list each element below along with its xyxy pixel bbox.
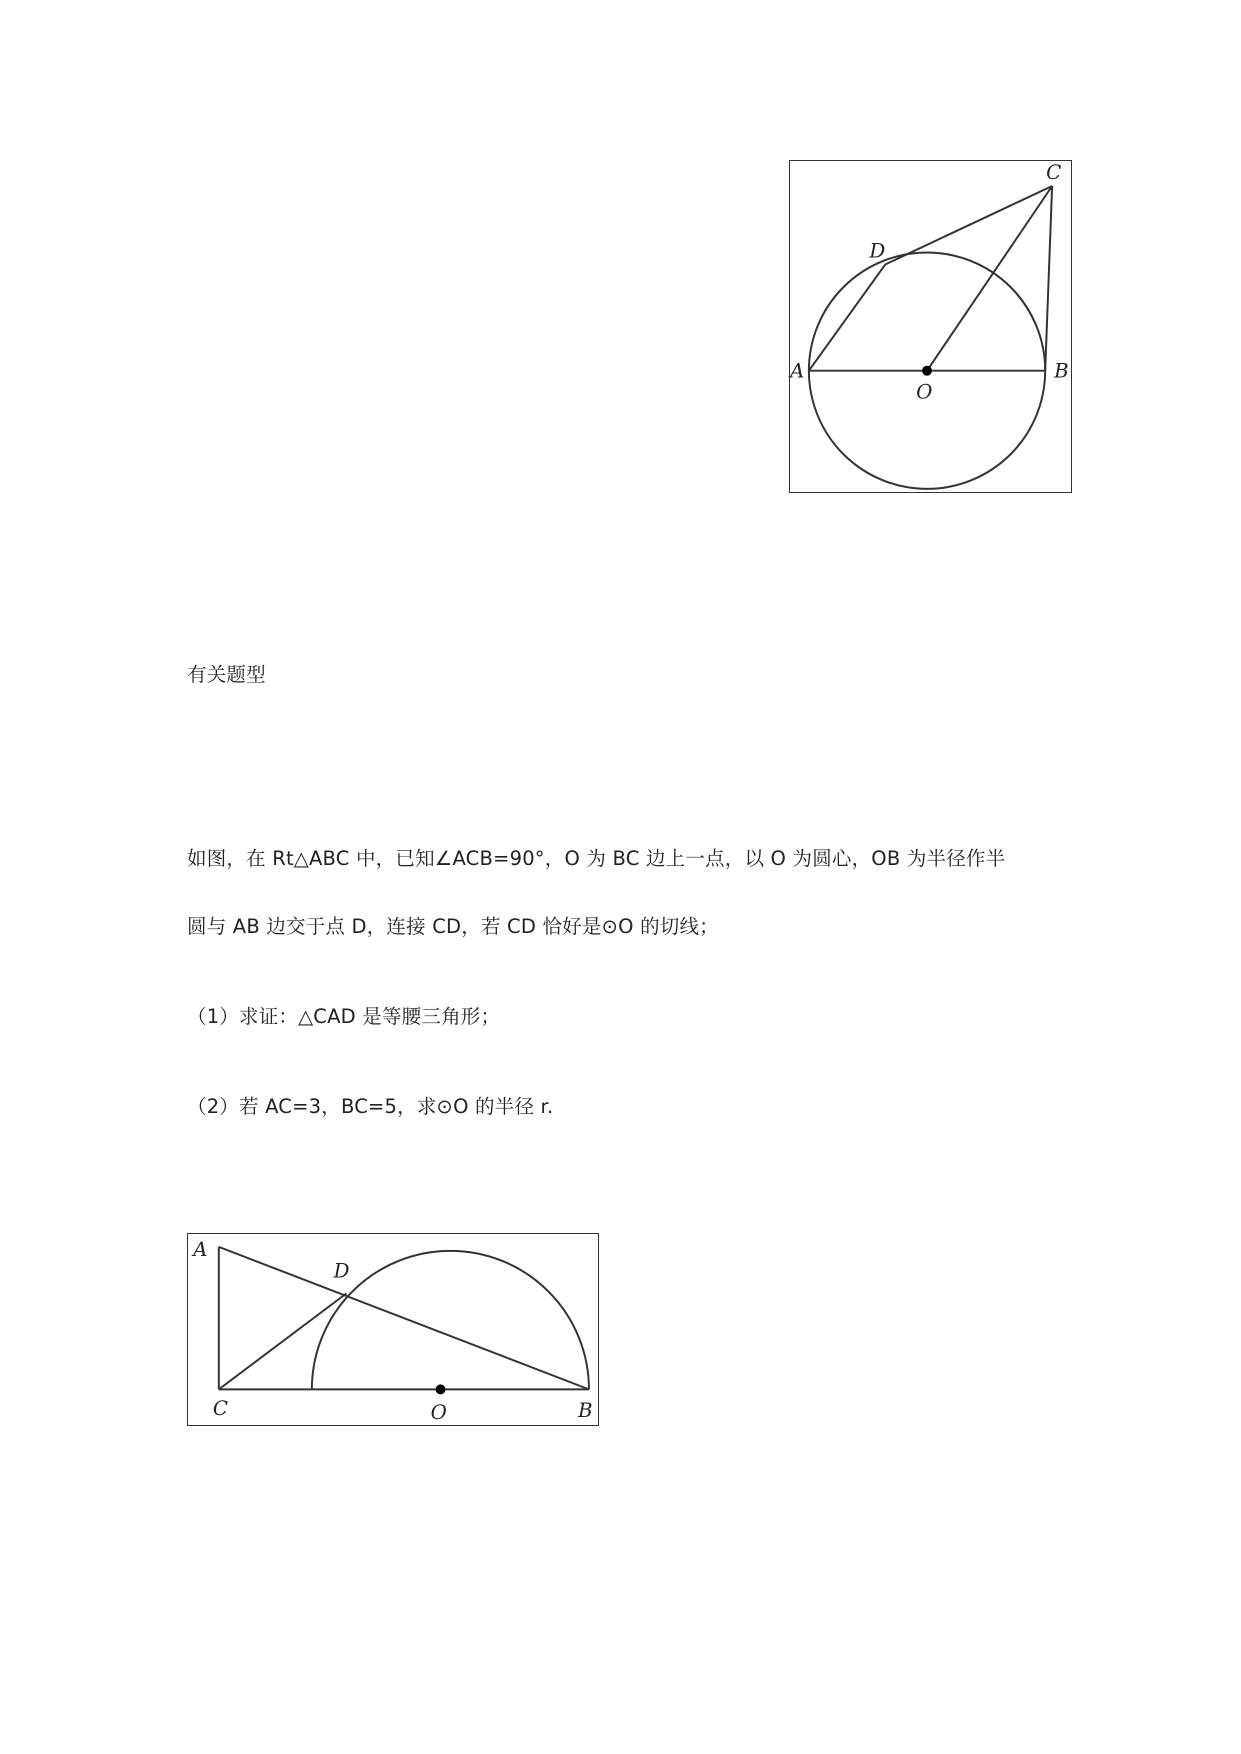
label-c: C <box>1046 161 1062 185</box>
segment-cd <box>219 1293 347 1389</box>
label-a: A <box>193 1237 208 1261</box>
center-o-dot <box>922 366 932 376</box>
section-title: 有关题型 <box>187 663 266 686</box>
label-d: D <box>333 1259 350 1283</box>
problem-part-1: （1）求证：△CAD 是等腰三角形； <box>187 1005 501 1028</box>
segment-dc <box>885 186 1052 264</box>
label-c: C <box>212 1397 229 1421</box>
segment-bc <box>1045 186 1052 371</box>
label-o: O <box>916 380 933 404</box>
bottom-figure-svg <box>188 1234 598 1425</box>
problem-line-2: 圆与 AB 边交于点 D，连接 CD，若 CD 恰好是⊙O 的切线； <box>187 915 719 938</box>
label-o: O <box>430 1401 447 1425</box>
semicircle <box>312 1251 589 1390</box>
segment-ab <box>219 1247 589 1390</box>
problem-part-2: （2）若 AC=3，BC=5，求⊙O 的半径 r. <box>187 1095 554 1118</box>
problem-line-1: 如图，在 Rt△ABC 中，已知∠ACB=90°，O 为 BC 边上一点，以 O 为圆心，OB 为半径作半 <box>187 847 1006 870</box>
label-a: A <box>790 359 805 383</box>
top-figure-svg <box>790 161 1071 492</box>
segment-ad <box>809 264 885 370</box>
label-d: D <box>869 239 886 263</box>
segment-oc <box>927 186 1052 371</box>
label-b: B <box>1054 359 1069 383</box>
center-o-dot <box>436 1384 446 1394</box>
bottom-figure <box>187 1233 599 1426</box>
top-figure <box>789 160 1072 493</box>
label-b: B <box>578 1399 593 1423</box>
